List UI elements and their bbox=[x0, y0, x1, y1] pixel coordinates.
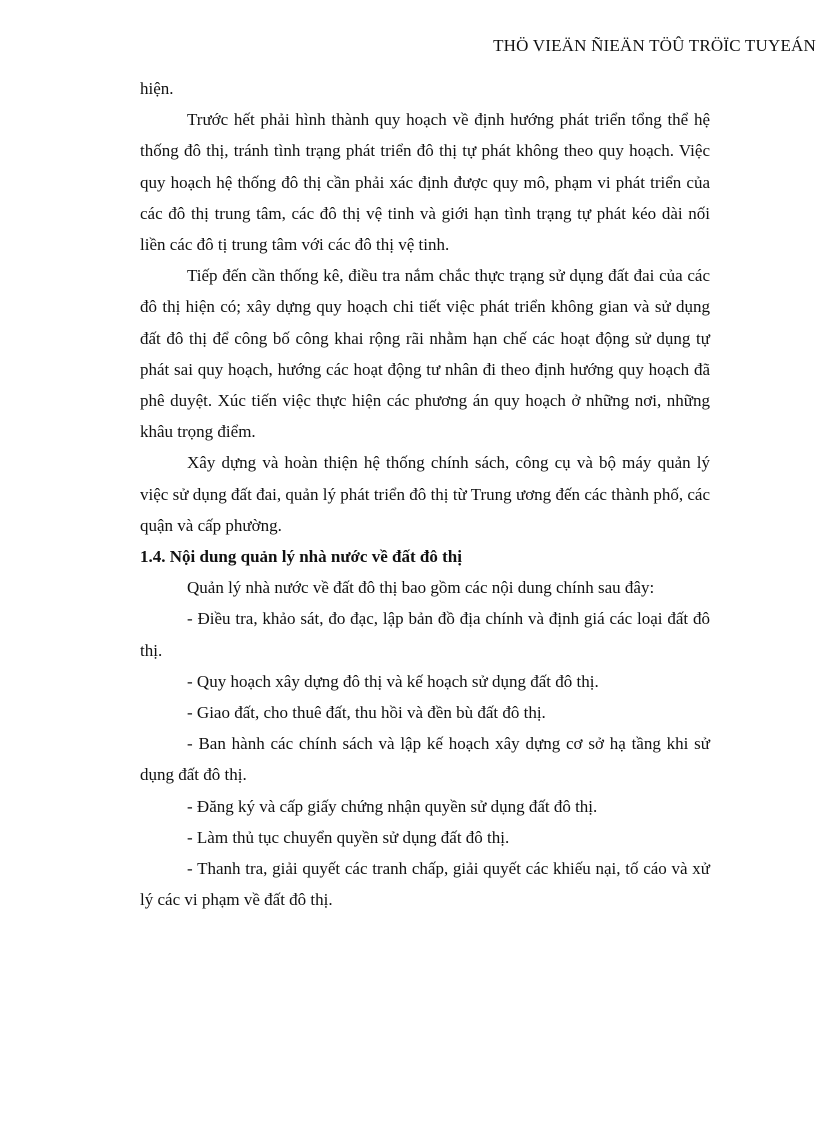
list-item: - Quy hoạch xây dựng đô thị và kế hoạch sử dụng đất đô thị. bbox=[187, 671, 599, 691]
list-item: - Thanh tra, giải quyết các tranh chấp, giải quyết các khiếu nại, tố cáo và xử lý các vi phạm về đất đô thị. bbox=[140, 859, 710, 910]
list-item: - Đăng ký và cấp giấy chứng nhận quyền sử dụng đất đô thị. bbox=[187, 796, 598, 816]
paragraph-land-survey: Tiếp đến cần thống kê, điều tra nắm chắc thực trạng sử dụng đất đai của các đô thị hiện có; xây dựng quy hoạch chi tiết việc phát triển không gian và sử dụng đất đô thị để công bố công khai rộng rãi nhằm hạn chế các hoạt động sử dụng tự phát sai quy hoạch, hướng các hoạt động tư nhân đi theo định hướng quy hoạch đã phê duyệt. Xúc tiến việc thực hiện các phương án quy hoạch ở những nơi, những khâu trọng điểm. bbox=[140, 266, 710, 442]
section-intro: Quản lý nhà nước về đất đô thị bao gồm các nội dung chính sau đây: bbox=[187, 578, 655, 598]
list-item: - Giao đất, cho thuê đất, thu hồi và đền bù đất đô thị. bbox=[187, 703, 546, 723]
page-header: THÖ VIEÄN ÑIEÄN TÖÛ TRÖÏC TUYEÁN bbox=[493, 36, 816, 55]
document-body bbox=[140, 73, 710, 915]
list-item: - Điều tra, khảo sát, đo đạc, lập bản đồ địa chính và định giá các loại đất đô thị. bbox=[140, 609, 710, 660]
list-item: - Ban hành các chính sách và lập kế hoạch xây dựng cơ sở hạ tầng khi sử dụng đất đô thị. bbox=[140, 734, 710, 785]
paragraph-policy-system: Xây dựng và hoàn thiện hệ thống chính sách, công cụ và bộ máy quản lý việc sử dụng đất đai, quản lý phát triển đô thị từ Trung ương đến các thành phố, các quận và cấp phường. bbox=[140, 453, 710, 535]
paragraph-continuation: hiện. bbox=[140, 79, 174, 98]
list-item: - Làm thủ tục chuyển quyền sử dụng đất đô thị. bbox=[187, 827, 510, 847]
section-heading: 1.4. Nội dung quản lý nhà nước về đất đô thị bbox=[140, 547, 462, 567]
paragraph-planning-orientation: Trước hết phải hình thành quy hoạch về định hướng phát triển tổng thể hệ thống đô thị, tránh tình trạng phát triển đô thị tự phát không theo quy hoạch. Việc quy hoạch hệ thống đô thị cần phải xác định được quy mô, phạm vi phát triển của các đô thị trung tâm, các đô thị vệ tinh và giới hạn tình trạng tự phát kéo dài nối liền các đô tị trung tâm với các đô thị vệ tinh. bbox=[140, 110, 710, 255]
